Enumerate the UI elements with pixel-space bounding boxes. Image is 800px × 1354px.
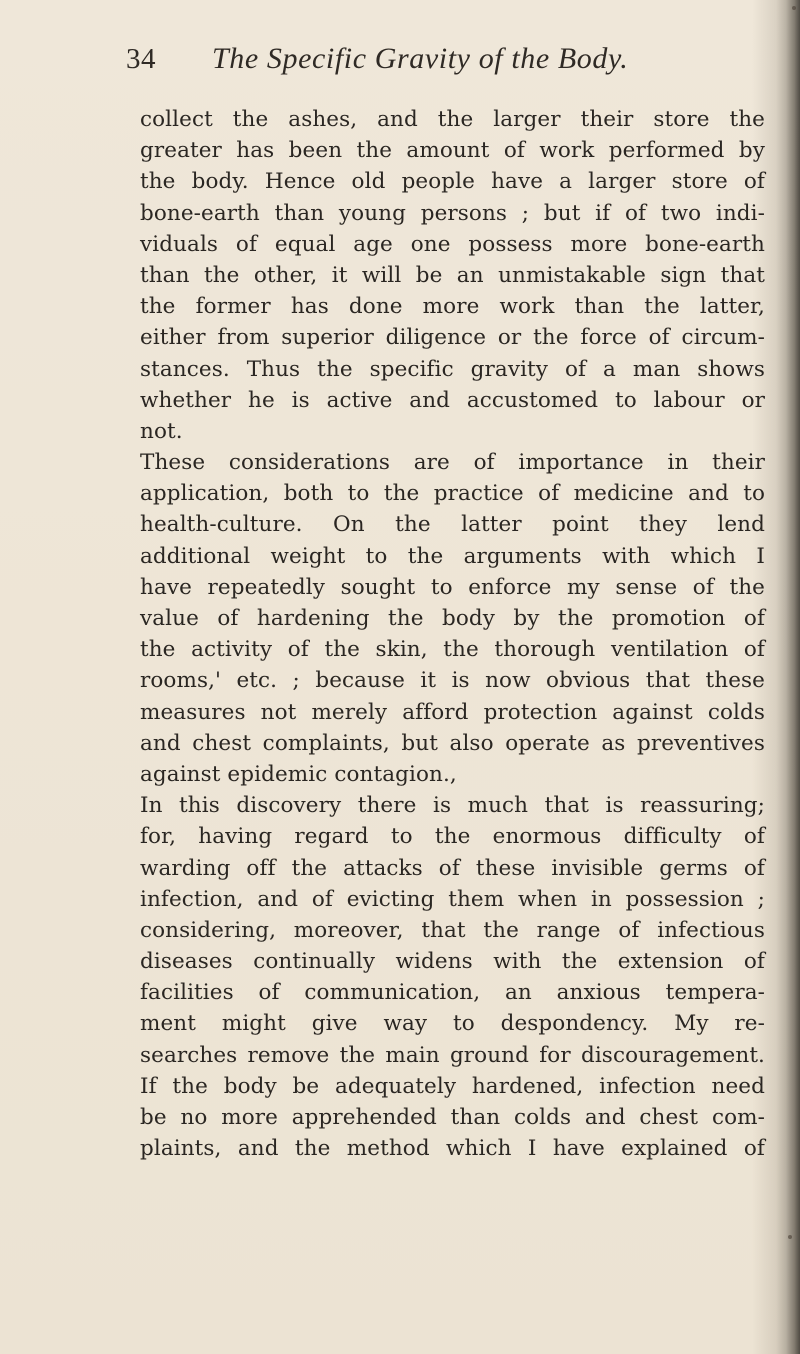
text-line: warding off the attacks of these invisible germs of xyxy=(140,855,765,881)
text-line: have repeatedly sought to enforce my sense of the xyxy=(140,574,765,600)
text-line: facilities of communication, an anxious tempera- xyxy=(140,980,765,1006)
text-line: searches remove the main ground for discouragement. xyxy=(140,1042,765,1068)
page-number: 34 xyxy=(126,43,156,75)
text-line: value of hardening the body by the promotion of xyxy=(140,606,765,631)
text-line: stances. Thus the specific gravity of a man shows xyxy=(140,356,765,382)
text-line: whether he is active and accustomed to labour or xyxy=(140,387,765,413)
paper-speck xyxy=(792,6,796,10)
text-line: not. xyxy=(140,418,183,444)
text-line: diseases continually widens with the extension of xyxy=(140,949,765,975)
text-line: additional weight to the arguments with which I xyxy=(140,543,765,569)
page-edge-shadow xyxy=(786,0,800,1354)
text-line: rooms,' etc. ; because it is now obvious that these xyxy=(140,668,765,694)
text-line: against epidemic contagion., xyxy=(140,761,457,787)
text-line: the former has done more work than the latter, xyxy=(140,294,765,320)
text-line: If the body be adequately hardened, infection need xyxy=(140,1073,765,1099)
text-line: greater has been the amount of work performed by xyxy=(140,138,765,164)
text-line: than the other, it will be an unmistakable sign that xyxy=(140,262,765,288)
text-line: either from superior diligence or the force of circum- xyxy=(140,325,765,351)
text-line: In this discovery there is much that is reassuring; xyxy=(140,793,765,819)
text-line: measures not merely afford protection against colds xyxy=(140,699,765,725)
page-header xyxy=(126,42,746,92)
text-line: health-culture. On the latter point they lend xyxy=(140,512,765,538)
text-line: the body. Hence old people have a larger store of xyxy=(140,169,765,195)
text-line: considering, moreover, that the range of infectious xyxy=(140,917,765,943)
text-line: and chest complaints, but also operate as preventives xyxy=(140,730,765,756)
text-line: ment might give way to despondency. My re- xyxy=(140,1011,765,1037)
running-title: The Specific Gravity of the Body. xyxy=(212,42,629,75)
paper-speck xyxy=(788,1235,792,1239)
text-line: application, both to the practice of medicine and to xyxy=(140,481,765,507)
text-line: These considerations are of importance in their xyxy=(140,450,765,476)
text-line: the activity of the skin, the thorough ventilation of xyxy=(140,637,765,663)
text-line: for, having regard to the enormous difficulty of xyxy=(140,824,765,850)
text-line: viduals of equal age one possess more bone-earth xyxy=(140,231,765,257)
text-line: be no more apprehended than colds and chest com- xyxy=(140,1105,765,1130)
text-line: bone-earth than young persons ; but if of two indi- xyxy=(140,200,765,226)
text-line: plaints, and the method which I have explained of xyxy=(140,1136,765,1162)
text-line: collect the ashes, and the larger their store the xyxy=(140,107,765,132)
body-text xyxy=(140,104,765,1164)
text-line: infection, and of evicting them when in possession ; xyxy=(140,886,765,912)
